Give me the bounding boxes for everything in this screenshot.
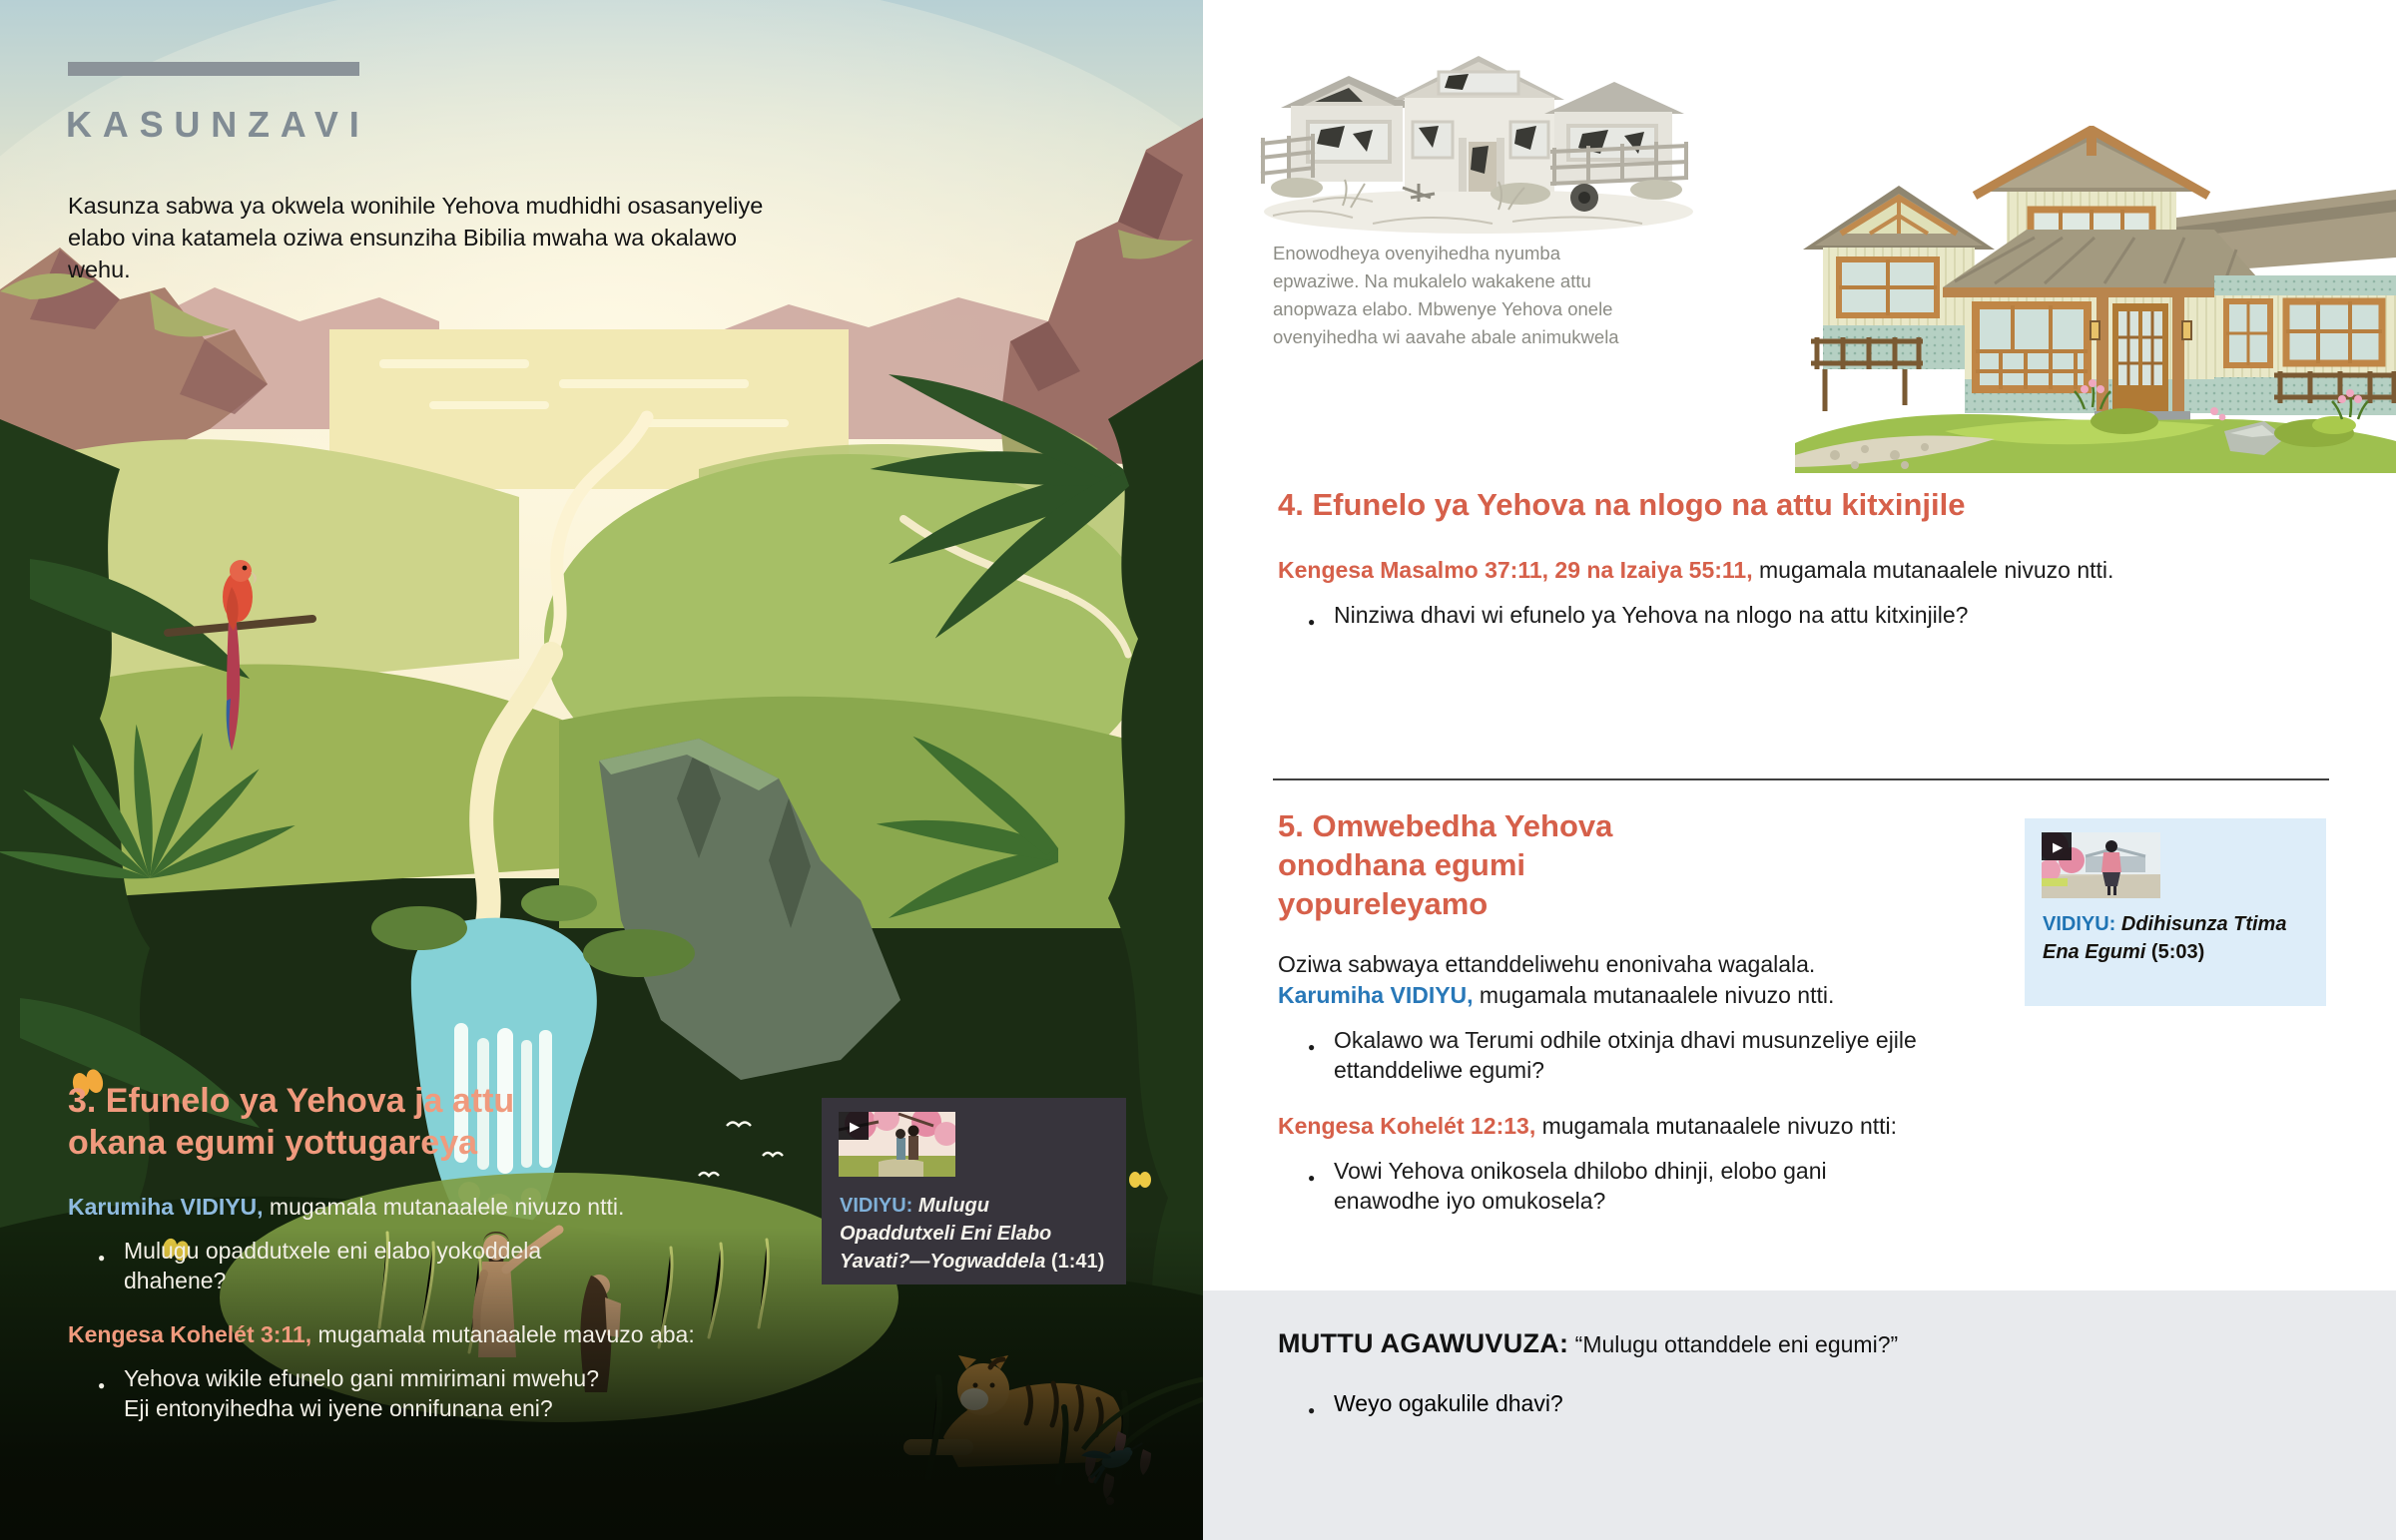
video-thumbnail[interactable] [2042, 832, 2160, 898]
illustration-caption: Enowodheya ovenyihedha nyumba epwaziwe. Na mukalelo wakakene attu anopwaza elabo. Mbwenye Yehova onele ovenyihedha wi aavahe abale animukwela [1273, 243, 1619, 347]
read-instruction-rest: mugamala mutanaalele nivuzo ntti: [1535, 1113, 1898, 1139]
abandoned-house-illustration [1253, 26, 1704, 238]
kicker-rule [68, 62, 359, 76]
question-item: ● Vowi Yehova onikosela dhilobo dhinji, elobo gani enawodhe iyo omukosela? [1278, 1156, 1933, 1216]
question-list [68, 1363, 627, 1423]
read-instruction [68, 1319, 767, 1349]
page-right [1203, 0, 2396, 1540]
review-label: MUTTU AGAWUVUZA: [1278, 1328, 1569, 1358]
video-card-light[interactable] [2025, 818, 2326, 1006]
watch-video-link[interactable]: Karumiha VIDIYU, [1278, 982, 1474, 1008]
restored-house-illustration [1795, 126, 2396, 473]
question-list [1278, 1025, 1937, 1085]
video-caption [840, 1192, 1107, 1276]
scripture-link[interactable]: Kengesa Masalmo 37:11, 29 na Izaiya 55:11, [1278, 557, 1753, 583]
read-instruction-rest: mugamala mutanaalele nivuzo ntti. [1752, 557, 2114, 583]
video-title[interactable]: Ddihisunza Ttima Ena Egumi [2043, 913, 2287, 963]
video-caption [2043, 910, 2294, 966]
watch-video-link[interactable]: Karumiha VIDIYU, [68, 1194, 264, 1220]
question-item: ● Ninziwa dhavi wi efunelo ya Yehova na nlogo na attu kitxinjile? [1278, 600, 2096, 630]
watch-instruction-rest: mugamala mutanaalele nivuzo ntti. [263, 1194, 625, 1220]
section-5-lead: Oziwa sabwaya ettanddeliwehu enonivaha wagalala. [1278, 951, 1816, 977]
section-5 [1278, 806, 1937, 1240]
scripture-link[interactable]: Kengesa Kohelét 3:11, [68, 1321, 312, 1347]
section-divider [1273, 778, 2329, 780]
page-kicker: KASUNZAVI [66, 104, 370, 145]
read-instruction [1278, 555, 2136, 586]
watch-instruction-rest: mugamala mutanaalele nivuzo ntti. [1473, 982, 1835, 1008]
video-duration: (1:41) [1045, 1251, 1105, 1273]
watch-instruction [1278, 949, 1917, 1011]
scripture-link[interactable]: Kengesa Kohelét 12:13, [1278, 1113, 1536, 1139]
question-list [1278, 1388, 2176, 1428]
play-icon[interactable]: ▶ [2042, 832, 2072, 860]
watch-instruction [68, 1192, 767, 1222]
video-label: VIDIYU: [2043, 913, 2116, 935]
section-3 [68, 1080, 695, 1447]
question-list [1278, 600, 2096, 630]
video-card-dark[interactable] [822, 1098, 1126, 1284]
section-5-title: 5. Omwebedha Yehova onodhana egumi yopureleyamo [1278, 808, 1613, 921]
review-question [1278, 1328, 2276, 1359]
section-4-title: 4. Efunelo ya Yehova na nlogo na attu kitxinjile [1278, 487, 1966, 522]
play-icon[interactable]: ▶ [839, 1112, 869, 1140]
question-list [68, 1236, 627, 1295]
question-item: ● Weyo ogakulile dhavi? [1278, 1388, 2176, 1418]
review-quote: “Mulugu ottanddele eni egumi?” [1568, 1331, 1899, 1357]
section-3-title: 3. Efunelo ya Yehova ja attu okana egumi yottugareya [68, 1082, 515, 1162]
read-instruction [1278, 1111, 1937, 1142]
lesson-intro: Kasunza sabwa ya okwela wonihile Yehova mudhidhi osasanyeliye elabo vina katamela oziwa ensunziha Bibilia mwaha wa okalawo wehu. [68, 193, 764, 282]
video-title[interactable]: Mulugu Opaddutxeli Eni Elabo Yavati?—Yogwaddela [840, 1195, 1052, 1273]
question-list [1278, 1156, 1937, 1216]
review-section [1203, 1290, 2396, 1540]
section-4 [1278, 487, 2136, 654]
question-item: ● Mulugu opaddutxele eni elabo yokoddela dhahene? [68, 1236, 627, 1295]
question-item: ● Okalawo wa Terumi odhile otxinja dhavi musunzeliye ejile ettanddeliwe egumi? [1278, 1025, 1953, 1085]
read-instruction-rest: mugamala mutanaalele mavuzo aba: [311, 1321, 695, 1347]
video-duration: (5:03) [2145, 941, 2205, 963]
video-thumbnail[interactable] [839, 1112, 955, 1177]
video-label: VIDIYU: [840, 1195, 913, 1217]
question-item: ● Yehova wikile efunelo gani mmirimani mwehu? Eji entonyihedha wi iyene onnifunana eni? [68, 1363, 603, 1423]
